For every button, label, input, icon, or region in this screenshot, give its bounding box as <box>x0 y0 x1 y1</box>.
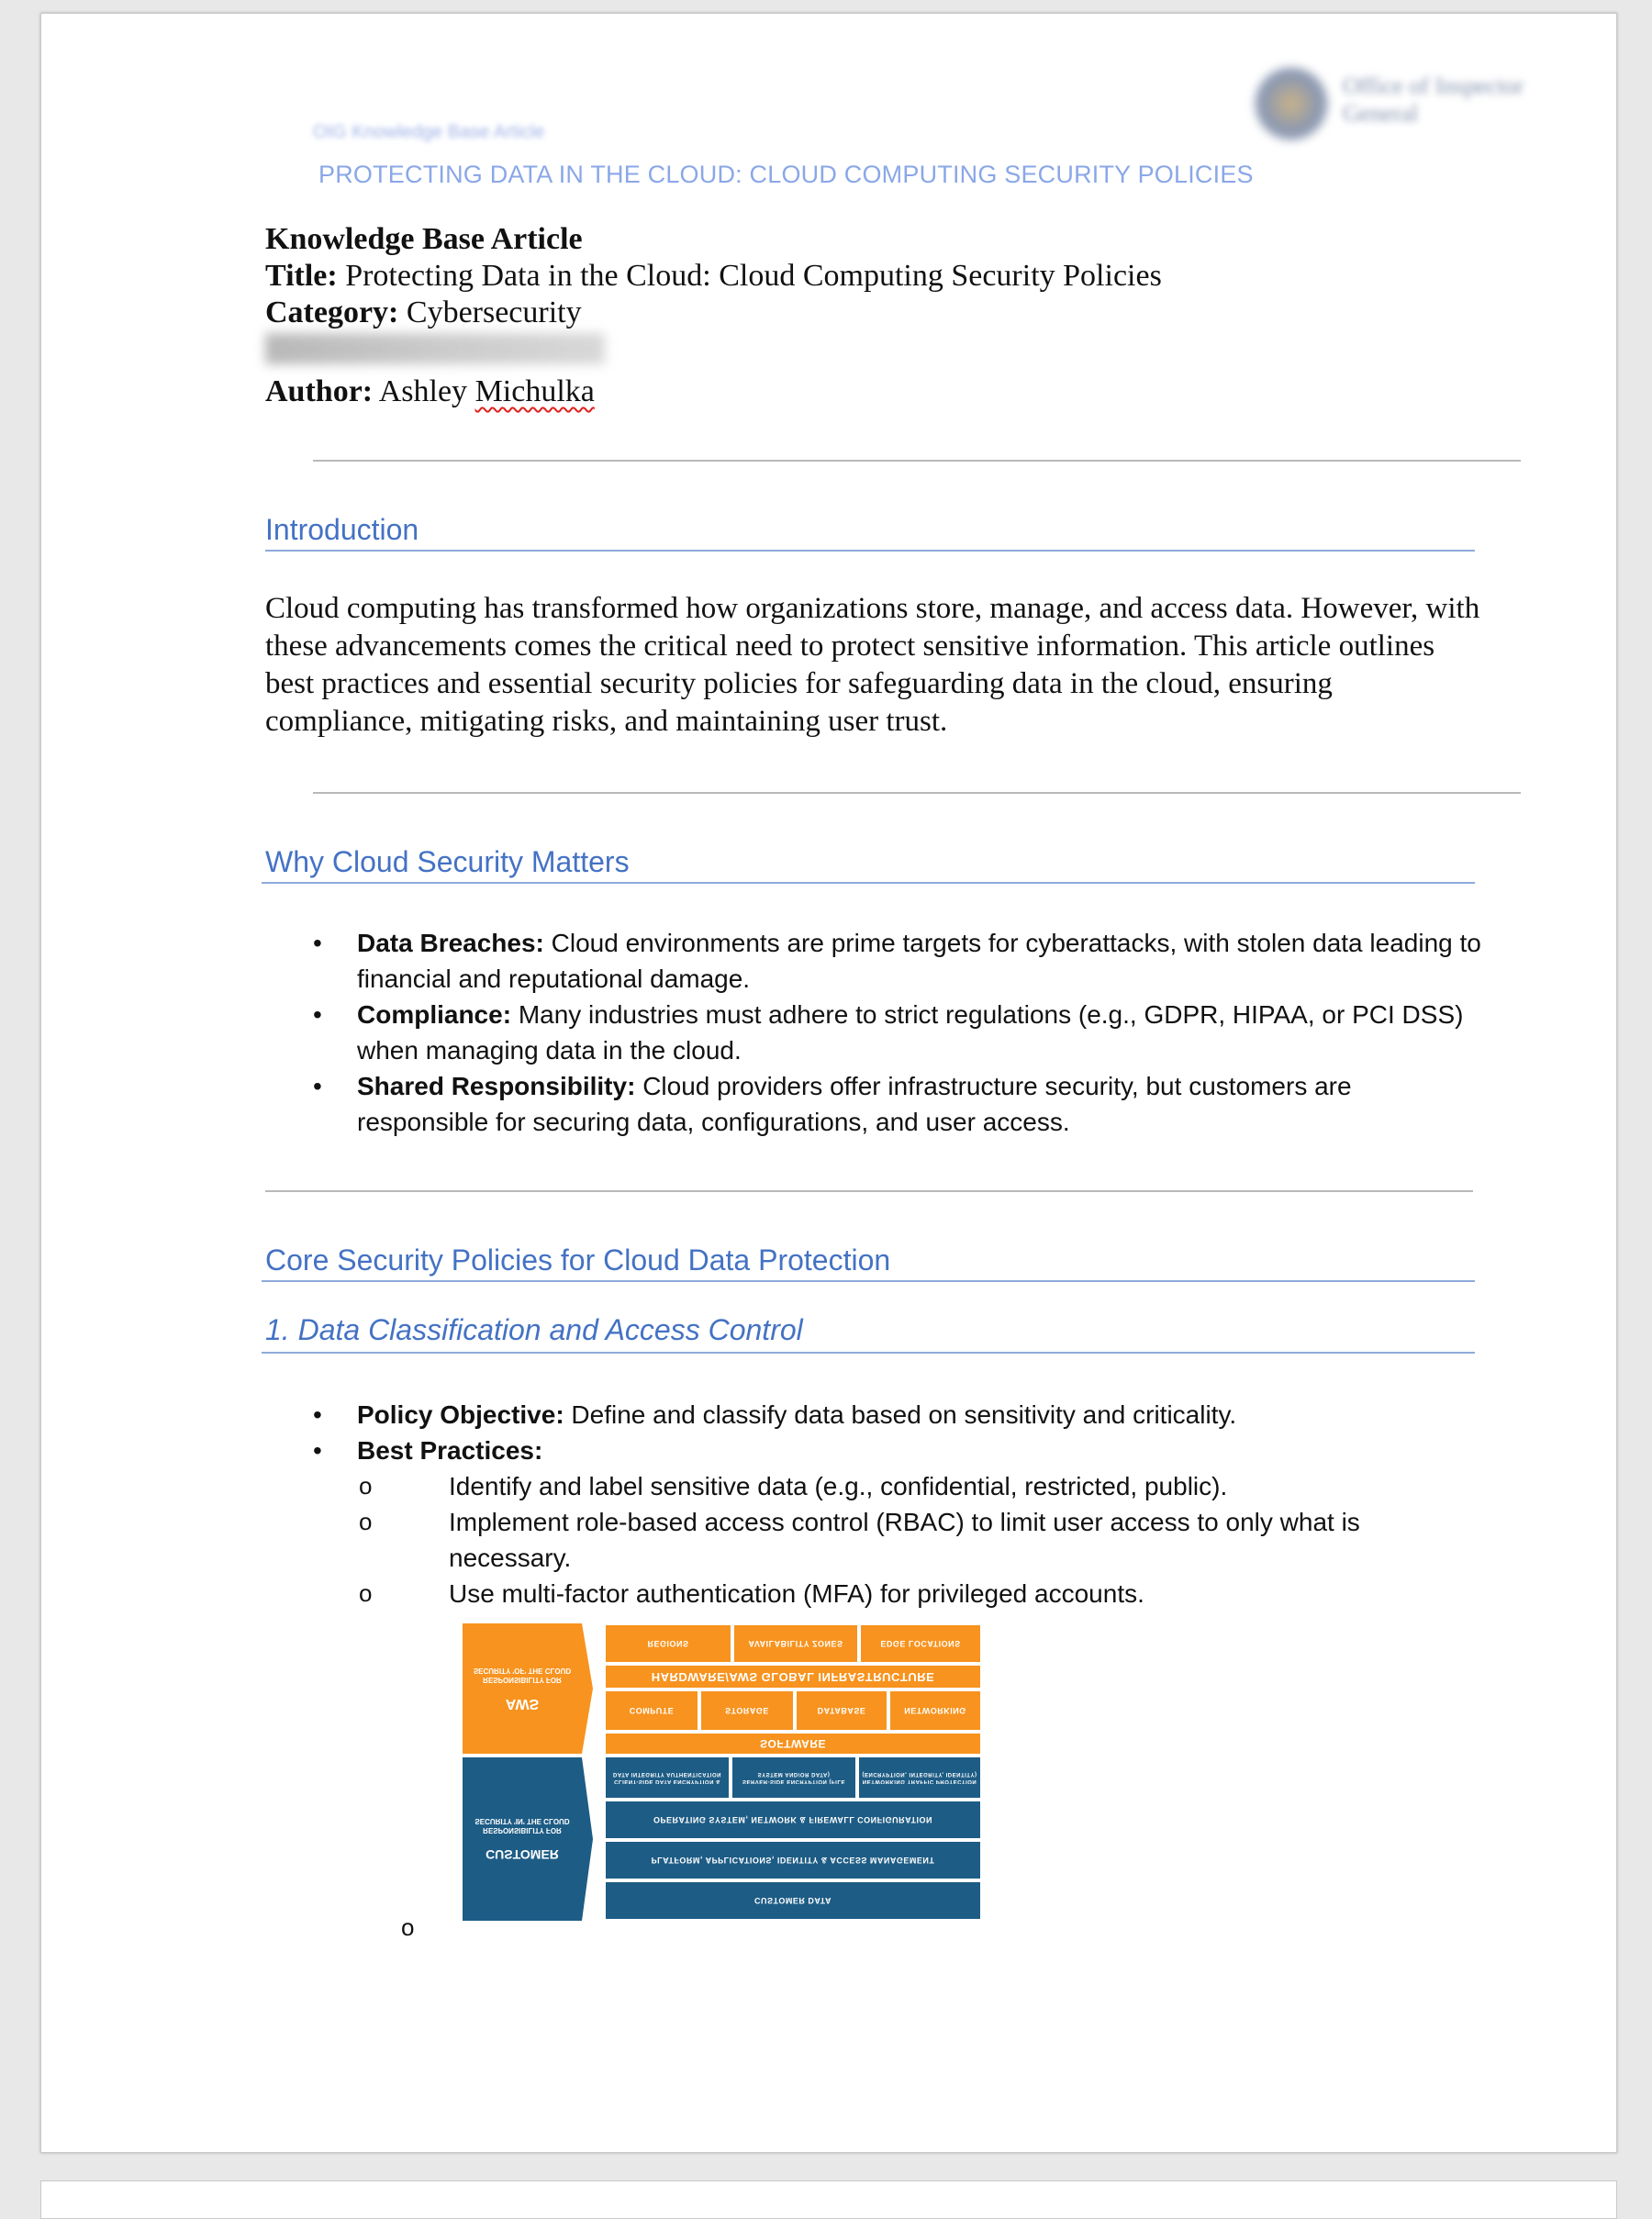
redacted-updated-line <box>265 333 605 364</box>
aws-block: RESPONSIBILITY FOR SECURITY 'OF' THE CLOUD AWS <box>463 1623 582 1754</box>
policy-list <box>313 1397 1488 1611</box>
service-database: DATABASE <box>795 1689 888 1732</box>
customer-arrow-tip <box>582 1757 593 1921</box>
core-rule <box>262 1280 1475 1282</box>
why-heading: Why Cloud Security Matters <box>265 845 630 878</box>
why-list <box>313 925 1488 1140</box>
why-item-compliance: • Compliance: Many industries must adhere to strict regulations (e.g., GDPR, HIPAA, or PCI DSS) when managing data in the cloud. <box>313 997 1488 1068</box>
infra-edge-locations: EDGE LOCATIONS <box>859 1623 982 1664</box>
subsection-1-rule <box>262 1352 1475 1354</box>
category-value: Cybersecurity <box>406 295 582 329</box>
category-line <box>265 295 582 331</box>
customer-data-row: CUSTOMER DATA <box>604 1880 982 1921</box>
enc-client-side: CLIENT-SIDE DATA ENCRYPTION & DATA INTEGRITY AUTHENTICATION <box>604 1756 731 1800</box>
title-label: Title: <box>265 259 338 293</box>
introduction-heading: Introduction <box>265 513 419 546</box>
author-line <box>265 374 595 410</box>
divider-2 <box>313 792 1521 794</box>
infra-regions: REGIONS <box>604 1623 732 1664</box>
best-practices: • Best Practices: o Identify and label sensitive data (e.g., confidential, restricted, public). o Implement role-based access control (RBAC) to limit user access to only what is necessary. o Use multi-factor authentication (MFA) for privileged accounts. <box>313 1433 1488 1611</box>
core-heading: Core Security Policies for Cloud Data Protection <box>265 1243 891 1277</box>
kb-heading: Knowledge Base Article <box>265 222 583 256</box>
infra-title: HARDWARE/AWS GLOBAL INFRASTRUCTURE <box>604 1664 982 1689</box>
author-label: Author: <box>265 374 374 408</box>
service-networking: NETWORKING <box>888 1689 982 1732</box>
aws-arrow-tip <box>582 1623 593 1754</box>
divider-3 <box>265 1190 1473 1192</box>
why-item-data-breaches: • Data Breaches: Cloud environments are prime targets for cyberattacks, with stolen data leading to financial and reputational damage. <box>313 925 1488 997</box>
document-header-title: PROTECTING DATA IN THE CLOUD: CLOUD COMPUTING SECURITY POLICIES <box>318 161 1254 188</box>
platform-row: PLATFORM, APPLICATIONS, IDENTITY & ACCESS MANAGEMENT <box>604 1840 982 1880</box>
practice-item: o Identify and label sensitive data (e.g., confidential, restricted, public). <box>405 1468 1488 1504</box>
why-item-shared-responsibility: • Shared Responsibility: Cloud providers offer infrastructure security, but customers are responsible for securing data, configurations, and user access. <box>313 1068 1488 1140</box>
infra-availability-zones: AVAILABILITY ZONES <box>732 1623 859 1664</box>
service-compute: COMPUTE <box>604 1689 699 1732</box>
author-last-spellcheck: Michulka <box>474 374 595 408</box>
practice-item: o Implement role-based access control (RBAC) to limit user access to only what is necessary. <box>405 1504 1389 1576</box>
blurred-header-label: OIG Knowledge Base Article <box>313 122 545 142</box>
enc-network-traffic: NETWORKING TRAFFIC PROTECTION (ENCRYPTION, INTEGRITY, IDENTITY) <box>857 1756 982 1800</box>
introduction-rule <box>265 550 1475 552</box>
empty-sub-bullet: o <box>401 1913 415 1941</box>
author-first: Ashley <box>378 374 468 408</box>
software-row: SOFTWARE <box>604 1732 982 1756</box>
next-page-edge <box>40 2180 1617 2219</box>
introduction-body: Cloud computing has transformed how organizations store, manage, and access data. However, with these advancements comes the critical need to protect sensitive information. This article outlines best practices and essential security policies for safeguarding data in the cloud, ensuring compliance, mitigating risks, and maintaining user trust. <box>265 592 1480 738</box>
agency-seal-logo <box>1255 67 1328 140</box>
enc-server-side: SERVER-SIDE ENCRYPTION (FILE SYSTEM AND/OR DATA) <box>731 1756 857 1800</box>
subsection-1-heading: 1. Data Classification and Access Control <box>265 1313 803 1346</box>
os-network-row: OPERATING SYSTEM, NETWORK & FIREWALL CONFIGURATION <box>604 1800 982 1840</box>
agency-logo-text: Office of Inspector General <box>1343 72 1524 127</box>
category-label: Category: <box>265 295 399 329</box>
service-storage: STORAGE <box>699 1689 795 1732</box>
divider-1 <box>313 460 1521 462</box>
title-line <box>265 258 1162 295</box>
best-practices-list <box>405 1468 1488 1611</box>
policy-objective: • Policy Objective: Define and classify data based on sensitivity and criticality. <box>313 1397 1488 1433</box>
practice-item: o Use multi-factor authentication (MFA) for privileged accounts. <box>405 1576 1488 1611</box>
why-rule <box>262 882 1475 884</box>
title-value: Protecting Data in the Cloud: Cloud Computing Security Policies <box>345 259 1162 293</box>
customer-block: RESPONSIBILITY FOR SECURITY 'IN' THE CLOUD CUSTOMER <box>463 1757 582 1921</box>
document-page <box>40 13 1617 2153</box>
